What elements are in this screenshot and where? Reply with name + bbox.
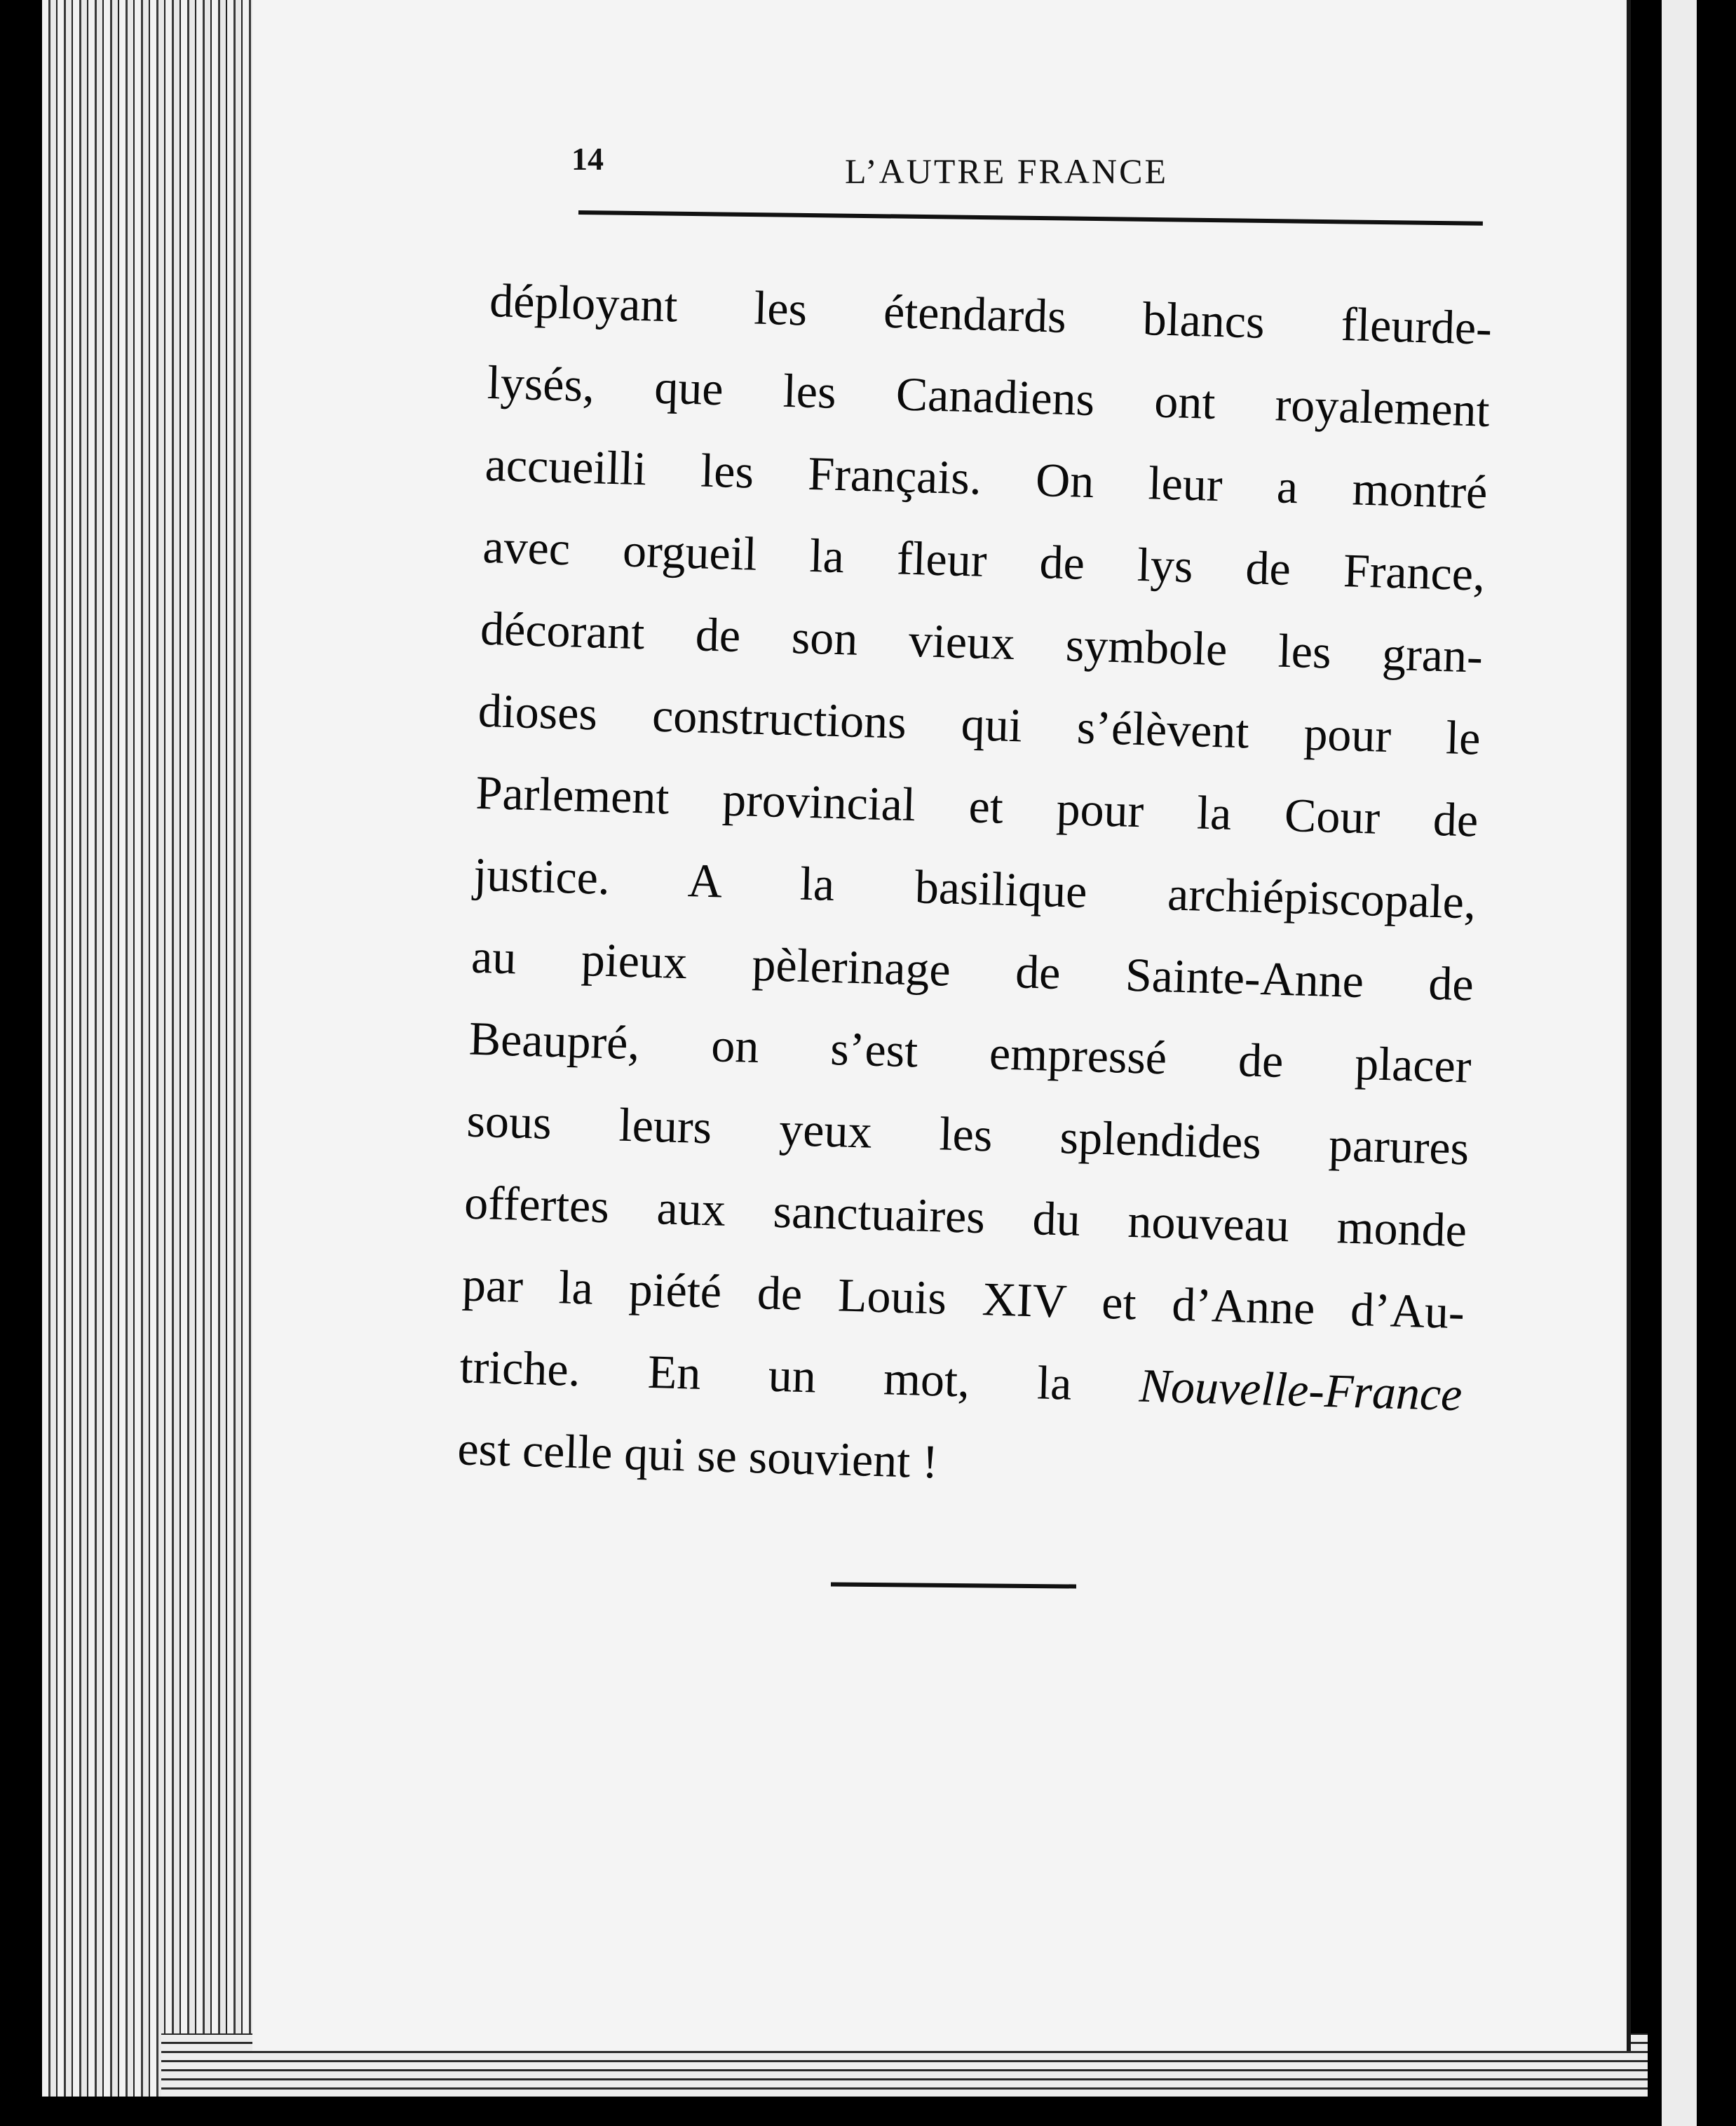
page-number: 14	[571, 141, 604, 177]
body-paragraph	[456, 259, 1493, 1517]
text-line: offertes aux sanctuaires du nouveau monde	[463, 1175, 1467, 1257]
text-segment: triche. En un mot, la	[459, 1339, 1073, 1410]
italic-phrase: Nouvelle-France	[1138, 1358, 1463, 1421]
facing-page-strip	[1662, 0, 1697, 2126]
text-line: par la piété de Louis XIV et d’Anne d’Au-	[461, 1257, 1465, 1339]
text-line: déployant les étendards blancs fleurde-	[489, 273, 1493, 355]
text-line: dioses constructions qui s’élèvent pour le	[477, 683, 1481, 765]
text-line: est celle qui se souvient !	[456, 1421, 939, 1489]
text-line: lysés, que les Canadiens ont royalement	[487, 355, 1491, 437]
text-line: justice. A la basilique archiépiscopale,	[473, 847, 1477, 929]
text-line: au pieux pèlerinage de Sainte-Anne de	[470, 929, 1474, 1011]
running-head	[571, 133, 1483, 203]
text-line: sous leurs yeux les splendides parures	[466, 1093, 1470, 1175]
text-line: avec orgueil la fleur de lys de France,	[482, 519, 1486, 601]
running-title: L’AUTRE FRANCE	[845, 151, 1169, 191]
text-line: Parlement provincial et pour la Cour de	[475, 765, 1479, 847]
book-page-edges	[42, 0, 276, 2097]
text-line: décorant de son vieux symbole les gran-	[480, 601, 1484, 683]
text-line: Beaupré, on s’est empressé de placer	[468, 1011, 1472, 1093]
text-line: accueilli les Français. On leur a montré	[484, 437, 1489, 519]
